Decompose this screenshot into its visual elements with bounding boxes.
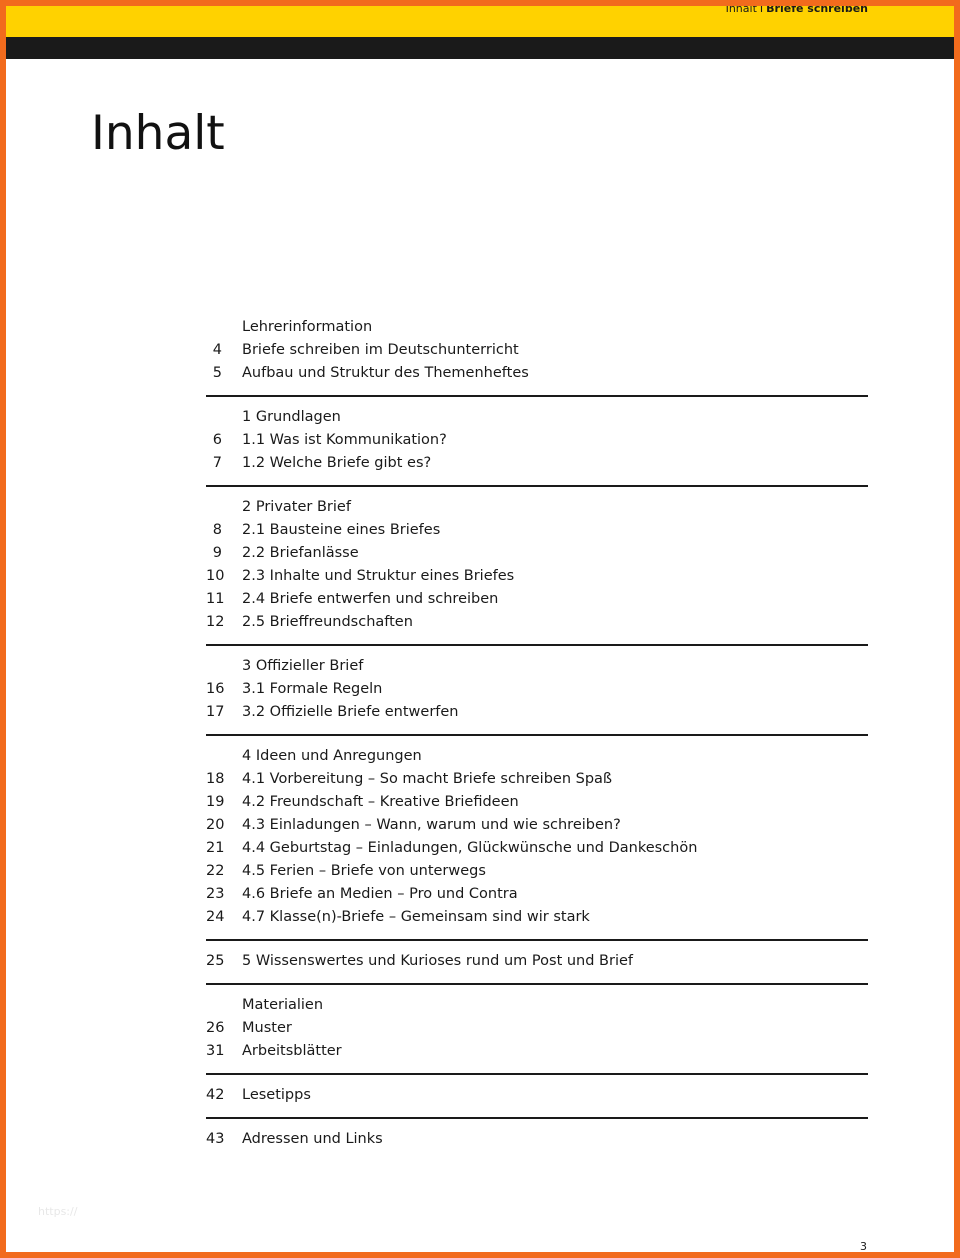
toc-section: [206, 745, 868, 929]
section-divider: [206, 1117, 868, 1119]
toc-page-number: 5: [212, 365, 222, 381]
toc-entry-title: Arbeitsblätter: [242, 1043, 342, 1059]
toc-entry[interactable]: [206, 678, 868, 701]
toc-entry[interactable]: [206, 362, 868, 385]
toc-page-number: 26: [206, 1020, 225, 1036]
toc-entry[interactable]: [206, 565, 868, 588]
toc-page-number: 25: [206, 953, 225, 969]
section-divider: [206, 485, 868, 487]
toc-entry-title: 3.1 Formale Regeln: [242, 681, 383, 697]
toc-entry-title: 3 Offizieller Brief: [242, 658, 364, 674]
toc-entry[interactable]: [206, 1128, 868, 1151]
section-divider: [206, 983, 868, 985]
section-divider: [206, 1073, 868, 1075]
toc-entry[interactable]: [206, 814, 868, 837]
toc-entry[interactable]: [206, 860, 868, 883]
toc-entry[interactable]: [206, 837, 868, 860]
toc-entry[interactable]: [206, 883, 868, 906]
toc-section: [206, 1084, 868, 1107]
toc-entry[interactable]: [206, 496, 868, 519]
toc-entry-title: 4.7 Klasse(n)-Briefe – Gemeinsam sind wir stark: [242, 909, 590, 925]
toc-entry-title: 2.1 Bausteine eines Briefes: [242, 522, 441, 538]
toc-page-number: 16: [206, 681, 225, 697]
section-divider: [206, 644, 868, 646]
toc-page-number: 12: [206, 614, 225, 630]
toc-entry-title: 2.2 Briefanlässe: [242, 545, 359, 561]
toc-page-number: 21: [206, 840, 225, 856]
toc-entry[interactable]: [206, 994, 868, 1017]
toc-entry[interactable]: [206, 1017, 868, 1040]
toc-page-number: 11: [206, 591, 225, 607]
toc-section: [206, 406, 868, 475]
toc-entry-title: 4.1 Vorbereitung – So macht Briefe schreiben Spaß: [242, 771, 613, 787]
page-title: Inhalt: [91, 106, 225, 161]
breadcrumb: [726, 2, 868, 16]
toc-entry[interactable]: [206, 452, 868, 475]
toc-section: [206, 950, 868, 973]
toc-entry-title: Materialien: [242, 997, 324, 1013]
toc-page-number: 43: [206, 1131, 225, 1147]
toc-page-number: 22: [206, 863, 225, 879]
toc-page-number: 6: [212, 432, 222, 448]
toc-entry-title: 4.2 Freundschaft – Kreative Briefideen: [242, 794, 519, 810]
page-number: 3: [860, 1240, 867, 1253]
toc-entry[interactable]: [206, 906, 868, 929]
breadcrumb-section: Inhalt: [725, 2, 757, 15]
breadcrumb-separator: I: [759, 2, 764, 15]
toc-entry-title: 5 Wissenswertes und Kurioses rund um Post und Brief: [242, 953, 634, 969]
toc-entry-title: 1 Grundlagen: [242, 409, 341, 425]
header-black-band: [0, 37, 960, 59]
toc-entry[interactable]: [206, 519, 868, 542]
table-of-contents: [206, 316, 868, 1151]
toc-entry-title: 4.6 Briefe an Medien – Pro und Contra: [242, 886, 518, 902]
toc-entry-title: Lesetipps: [242, 1087, 311, 1103]
toc-page-number: 17: [206, 704, 225, 720]
toc-entry-title: 3.2 Offizielle Briefe entwerfen: [242, 704, 459, 720]
toc-entry[interactable]: [206, 768, 868, 791]
toc-section: [206, 655, 868, 724]
toc-page-number: 19: [206, 794, 225, 810]
watermark: https://: [38, 1205, 78, 1218]
toc-entry[interactable]: [206, 429, 868, 452]
toc-entry-title: 1.1 Was ist Kommunikation?: [242, 432, 447, 448]
toc-page-number: 10: [206, 568, 225, 584]
toc-entry[interactable]: [206, 316, 868, 339]
toc-entry-title: 2 Privater Brief: [242, 499, 351, 515]
toc-page-number: 8: [212, 522, 222, 538]
toc-entry[interactable]: [206, 950, 868, 973]
toc-entry[interactable]: [206, 655, 868, 678]
toc-section: [206, 994, 868, 1063]
toc-entry-title: 4.5 Ferien – Briefe von unterwegs: [242, 863, 486, 879]
toc-entry-title: 4.4 Geburtstag – Einladungen, Glückwünsche und Dankeschön: [242, 840, 698, 856]
toc-page-number: 7: [212, 455, 222, 471]
toc-entry[interactable]: [206, 1040, 868, 1063]
toc-entry[interactable]: [206, 542, 868, 565]
section-divider: [206, 939, 868, 941]
toc-entry-title: Briefe schreiben im Deutschunterricht: [242, 342, 519, 358]
toc-page-number: 20: [206, 817, 225, 833]
toc-page-number: 9: [212, 545, 222, 561]
toc-page-number: 23: [206, 886, 225, 902]
toc-entry[interactable]: [206, 701, 868, 724]
toc-page-number: 31: [206, 1043, 225, 1059]
toc-entry-title: 4.3 Einladungen – Wann, warum und wie schreiben?: [242, 817, 621, 833]
toc-section: [206, 1128, 868, 1151]
toc-page-number: 18: [206, 771, 225, 787]
toc-entry-title: 1.2 Welche Briefe gibt es?: [242, 455, 432, 471]
section-divider: [206, 734, 868, 736]
toc-entry-title: Aufbau und Struktur des Themenheftes: [242, 365, 529, 381]
toc-page-number: 42: [206, 1087, 225, 1103]
toc-entry[interactable]: [206, 611, 868, 634]
toc-entry-title: Lehrerinformation: [242, 319, 373, 335]
toc-entry[interactable]: [206, 339, 868, 362]
toc-entry-title: Muster: [242, 1020, 292, 1036]
toc-entry[interactable]: [206, 791, 868, 814]
toc-entry[interactable]: [206, 406, 868, 429]
toc-entry-title: Adressen und Links: [242, 1131, 383, 1147]
toc-section: [206, 496, 868, 634]
toc-entry[interactable]: [206, 588, 868, 611]
toc-entry-title: 2.4 Briefe entwerfen und schreiben: [242, 591, 499, 607]
toc-entry-title: 2.5 Brieffreundschaften: [242, 614, 413, 630]
toc-entry[interactable]: [206, 1084, 868, 1107]
section-divider: [206, 395, 868, 397]
toc-entry-title: 4 Ideen und Anregungen: [242, 748, 422, 764]
toc-entry[interactable]: [206, 745, 868, 768]
toc-entry-title: 2.3 Inhalte und Struktur eines Briefes: [242, 568, 515, 584]
breadcrumb-document: Briefe schreiben: [766, 2, 868, 15]
toc-section: [206, 316, 868, 385]
toc-page-number: 4: [212, 342, 222, 358]
toc-page-number: 24: [206, 909, 225, 925]
